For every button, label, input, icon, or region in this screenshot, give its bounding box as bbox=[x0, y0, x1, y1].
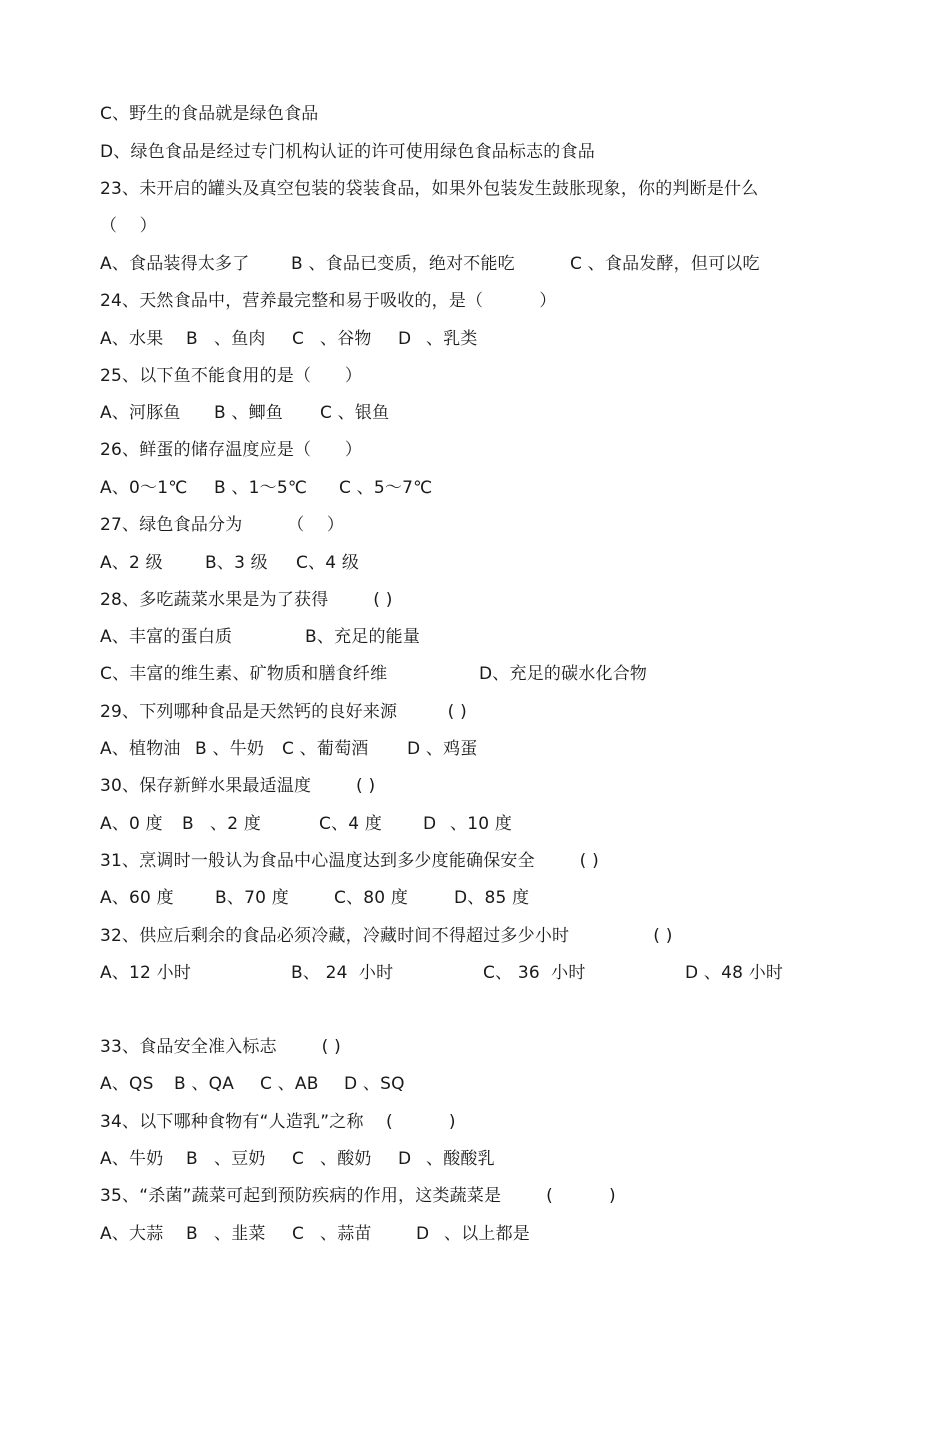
option-d-letter: D bbox=[398, 329, 412, 349]
option-a: A、水果 bbox=[100, 329, 164, 349]
question-28: 28、多吃蔬菜水果是为了获得 ( ) bbox=[100, 590, 393, 610]
question-29-options bbox=[100, 736, 478, 762]
option-c: C 、银鱼 bbox=[320, 403, 390, 423]
option-a: A、12 小时 bbox=[100, 963, 192, 983]
option-d: D 、SQ bbox=[344, 1074, 405, 1094]
option-d: 、10 度 bbox=[450, 814, 513, 834]
option-c: C、80 度 bbox=[334, 888, 409, 908]
option-c: C、 36 小时 bbox=[483, 963, 586, 983]
option-c: 、酸奶 bbox=[320, 1149, 372, 1169]
option-b: B 、1～5℃ bbox=[214, 478, 308, 498]
option-b: B、 24 小时 bbox=[291, 963, 394, 983]
option-b: 、2 度 bbox=[210, 814, 262, 834]
question-34-options bbox=[100, 1146, 495, 1172]
option-c: 、谷物 bbox=[320, 329, 372, 349]
option-b: B、充足的能量 bbox=[305, 627, 421, 647]
option-a: A、大蒜 bbox=[100, 1224, 164, 1244]
option-b: B 、鲫鱼 bbox=[214, 403, 284, 423]
option-b: B 、牛奶 bbox=[195, 739, 265, 759]
option-d: 、乳类 bbox=[426, 329, 478, 349]
option-a: A、QS bbox=[100, 1074, 154, 1094]
option-a: A、0～1℃ bbox=[100, 478, 188, 498]
option-d-letter: D bbox=[398, 1149, 412, 1169]
question-24: 24、天然食品中，营养最完整和易于吸收的，是（ ） bbox=[100, 291, 557, 311]
option-a: A、丰富的蛋白质 bbox=[100, 627, 233, 647]
question-25: 25、以下鱼不能食用的是（ ） bbox=[100, 366, 363, 386]
option-a: A、河豚鱼 bbox=[100, 403, 181, 423]
option-d-line: D、绿色食品是经过专门机构认证的许可使用绿色食品标志的食品 bbox=[100, 142, 595, 162]
option-a: A、食品装得太多了 bbox=[100, 254, 250, 274]
option-b: 、豆奶 bbox=[214, 1149, 266, 1169]
option-c-letter: C bbox=[292, 1224, 305, 1244]
option-b: B、70 度 bbox=[215, 888, 289, 908]
option-c: C、4 度 bbox=[319, 814, 383, 834]
option-b-letter: B bbox=[186, 1224, 198, 1244]
option-d: 、以上都是 bbox=[444, 1224, 530, 1244]
option-a: A、植物油 bbox=[100, 739, 181, 759]
option-d-letter: D bbox=[423, 814, 437, 834]
option-b: 、韭菜 bbox=[214, 1224, 266, 1244]
question-23: 23、未开启的罐头及真空包装的袋装食品，如果外包装发生鼓胀现象，你的判断是什么 bbox=[100, 179, 759, 199]
option-d: D、85 度 bbox=[454, 888, 530, 908]
question-32-options bbox=[100, 960, 784, 986]
option-a: A、60 度 bbox=[100, 888, 174, 908]
question-35: 35、“杀菌”蔬菜可起到预防疾病的作用，这类蔬菜是 ( ) bbox=[100, 1186, 616, 1206]
question-35-options bbox=[100, 1221, 530, 1247]
option-c-letter: C bbox=[292, 329, 305, 349]
question-27-options bbox=[100, 550, 360, 576]
question-23-blank: （ ） bbox=[100, 216, 157, 236]
option-d: D 、鸡蛋 bbox=[407, 739, 478, 759]
question-34: 34、以下哪种食物有“人造乳”之称 ( ) bbox=[100, 1112, 456, 1132]
question-31: 31、烹调时一般认为食品中心温度达到多少度能确保安全 ( ) bbox=[100, 851, 599, 871]
option-c-letter: C bbox=[292, 1149, 305, 1169]
question-29: 29、下列哪种食品是天然钙的良好来源 ( ) bbox=[100, 702, 467, 722]
question-28-options-cd bbox=[100, 661, 648, 687]
option-b: 、鱼肉 bbox=[214, 329, 266, 349]
option-b: B 、食品已变质，绝对不能吃 bbox=[291, 254, 515, 274]
option-a: A、2 级 bbox=[100, 553, 163, 573]
option-c: C、4 级 bbox=[296, 553, 360, 573]
question-33-options bbox=[100, 1071, 405, 1097]
option-b: B、3 级 bbox=[205, 553, 268, 573]
question-26-options bbox=[100, 475, 433, 501]
option-c: C 、5～7℃ bbox=[339, 478, 433, 498]
question-25-options bbox=[100, 400, 390, 426]
option-a: A、0 度 bbox=[100, 814, 163, 834]
question-31-options bbox=[100, 885, 530, 911]
question-32: 32、供应后剩余的食品必须冷藏，冷藏时间不得超过多少小时 ( ) bbox=[100, 926, 673, 946]
option-c: C 、AB bbox=[260, 1074, 319, 1094]
option-b-letter: B bbox=[186, 329, 198, 349]
option-b: B 、QA bbox=[174, 1074, 235, 1094]
option-d: D 、48 小时 bbox=[685, 963, 784, 983]
question-33: 33、食品安全准入标志 ( ) bbox=[100, 1037, 341, 1057]
option-c: C 、食品发酵，但可以吃 bbox=[570, 254, 760, 274]
question-23-options bbox=[100, 251, 760, 277]
option-c: C 、葡萄酒 bbox=[282, 739, 369, 759]
question-24-options bbox=[100, 326, 478, 352]
question-30: 30、保存新鲜水果最适温度 ( ) bbox=[100, 776, 376, 796]
option-c: C、丰富的维生素、矿物质和膳食纤维 bbox=[100, 664, 388, 684]
question-30-options bbox=[100, 811, 513, 837]
question-27: 27、绿色食品分为 （ ） bbox=[100, 515, 345, 535]
option-d: 、酸酸乳 bbox=[426, 1149, 495, 1169]
option-b-letter: B bbox=[182, 814, 194, 834]
option-a: A、牛奶 bbox=[100, 1149, 164, 1169]
question-28-options-ab bbox=[100, 624, 421, 650]
option-c-line: C、野生的食品就是绿色食品 bbox=[100, 104, 319, 124]
option-d-letter: D bbox=[416, 1224, 430, 1244]
question-26: 26、鲜蛋的储存温度应是（ ） bbox=[100, 440, 363, 460]
option-c: 、蒜苗 bbox=[320, 1224, 372, 1244]
option-d: D、充足的碳水化合物 bbox=[479, 664, 648, 684]
option-b-letter: B bbox=[186, 1149, 198, 1169]
